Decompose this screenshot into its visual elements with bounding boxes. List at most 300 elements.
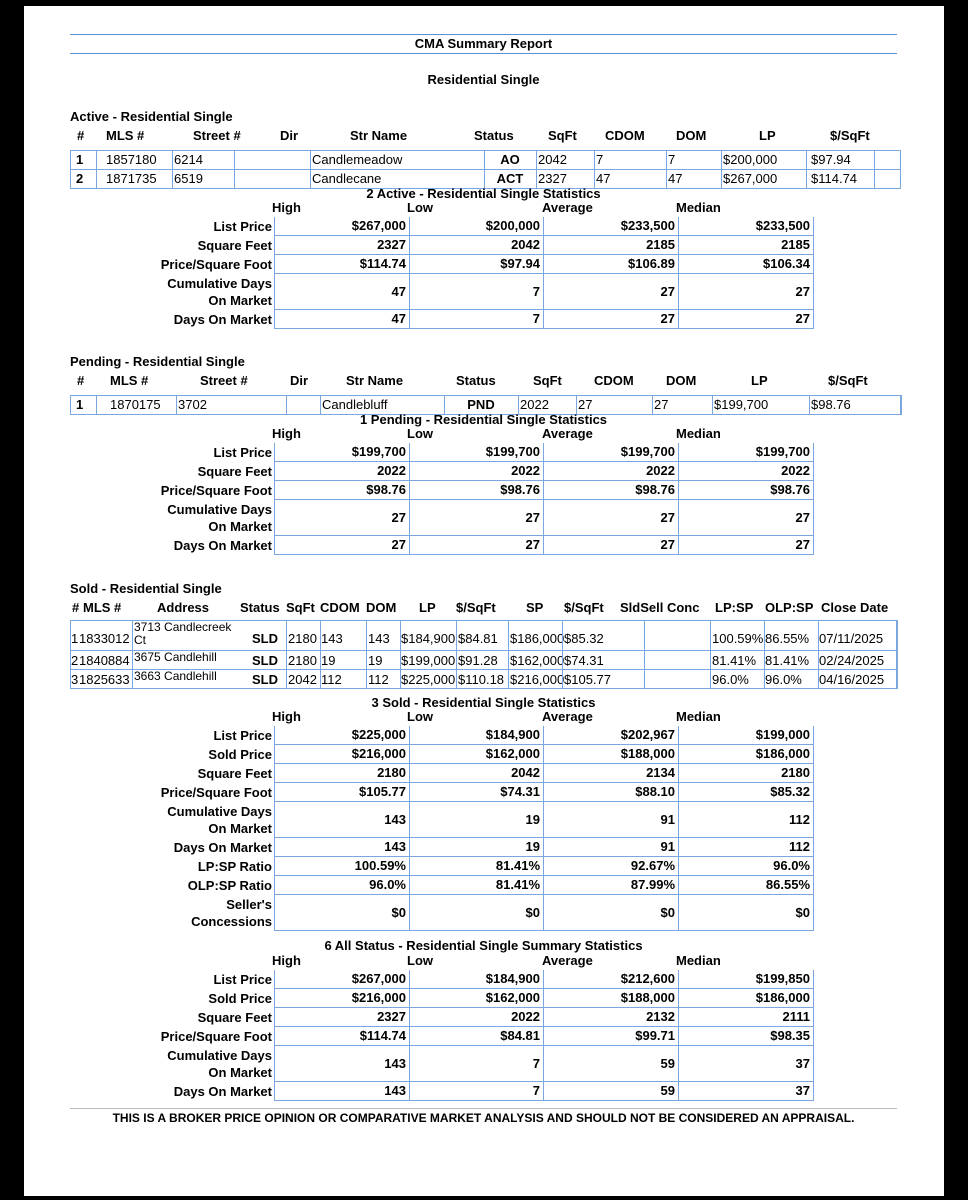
stat-value: $97.94 bbox=[410, 255, 544, 274]
col-mls-header: MLS # bbox=[110, 373, 149, 388]
table-cell-olpsp: 81.41% bbox=[765, 653, 810, 668]
stat-value: 92.67% bbox=[544, 857, 679, 876]
column-divider bbox=[764, 620, 765, 651]
table-cell-cdom: 19 bbox=[321, 653, 336, 668]
stat-value: $184,900 bbox=[410, 970, 544, 989]
stat-value: $114.74 bbox=[274, 1027, 410, 1046]
stat-value: 2180 bbox=[679, 764, 814, 783]
table-cell-ppsf: $97.94 bbox=[811, 152, 851, 167]
stat-value: $106.89 bbox=[544, 255, 679, 274]
stat-label: Seller's Concessions bbox=[191, 897, 272, 929]
column-divider bbox=[562, 620, 563, 651]
stat-value: $200,000 bbox=[410, 217, 544, 236]
stat-value: $202,967 bbox=[544, 726, 679, 745]
column-divider bbox=[172, 150, 173, 170]
table-cell-lp: $267,000 bbox=[723, 171, 778, 186]
stat-header-average: Average bbox=[542, 200, 593, 215]
column-divider bbox=[562, 650, 563, 670]
column-divider bbox=[806, 150, 807, 170]
stat-header-median: Median bbox=[676, 709, 721, 724]
column-divider bbox=[366, 650, 367, 670]
stat-value: $0 bbox=[679, 895, 814, 931]
table-cell-street: 3702 bbox=[178, 397, 207, 412]
sold-stats-title: 3 Sold - Residential Single Statistics bbox=[371, 695, 596, 710]
column-divider bbox=[874, 150, 875, 170]
column-divider bbox=[366, 620, 367, 651]
stat-value: 143 bbox=[274, 802, 410, 838]
stat-label: Sold Price bbox=[208, 747, 272, 762]
column-divider bbox=[400, 650, 401, 670]
column-divider bbox=[897, 669, 898, 689]
column-divider bbox=[132, 620, 133, 651]
col-status-header: Status bbox=[456, 373, 496, 388]
column-divider bbox=[818, 620, 819, 651]
stat-value: $212,600 bbox=[544, 970, 679, 989]
footer-rule bbox=[70, 1108, 897, 1109]
table-cell-mls: 1825633 bbox=[79, 672, 130, 687]
col-lp-header: LP bbox=[419, 600, 436, 615]
table-cell-num: 2 bbox=[71, 653, 79, 668]
stat-label: Price/Square Foot bbox=[160, 257, 272, 272]
stat-value: 143 bbox=[274, 1082, 410, 1101]
stat-value: $98.35 bbox=[679, 1027, 814, 1046]
col-sqft-header: SqFt bbox=[533, 373, 562, 388]
stat-value: 7 bbox=[410, 274, 544, 310]
table-cell-sqft: 2327 bbox=[538, 171, 567, 186]
table-cell-sp_ppsf: $85.32 bbox=[564, 631, 604, 646]
col-dom-header: DOM bbox=[676, 128, 707, 143]
stat-value: 143 bbox=[274, 838, 410, 857]
stat-value: 2327 bbox=[274, 236, 410, 255]
col-sqft-header: SqFt bbox=[548, 128, 577, 143]
stat-header-median: Median bbox=[676, 426, 721, 441]
table-cell-cdom: 112 bbox=[321, 672, 342, 687]
column-divider bbox=[710, 669, 711, 689]
stat-value: $99.71 bbox=[544, 1027, 679, 1046]
table-cell-street: 6519 bbox=[174, 171, 203, 186]
stat-header-low: Low bbox=[407, 426, 433, 441]
column-divider bbox=[484, 150, 485, 170]
stat-label: Square Feet bbox=[197, 766, 272, 781]
table-cell-lp_ppsf: $110.18 bbox=[458, 672, 505, 687]
column-divider bbox=[764, 650, 765, 670]
col-street-header: Street # bbox=[193, 128, 241, 143]
stat-label: Square Feet bbox=[197, 1010, 272, 1025]
stat-header-median: Median bbox=[676, 953, 721, 968]
col-street-header: Street # bbox=[200, 373, 248, 388]
stat-value: 27 bbox=[544, 310, 679, 329]
stat-value: 2185 bbox=[544, 236, 679, 255]
table-cell-status: AO bbox=[500, 152, 520, 167]
table-cell-sp: $162,000 bbox=[510, 653, 565, 668]
table-cell-close: 04/16/2025 bbox=[819, 672, 885, 687]
stat-value: $216,000 bbox=[274, 989, 410, 1008]
table-cell-sp_ppsf: $74.31 bbox=[564, 653, 604, 668]
stat-value: 27 bbox=[544, 536, 679, 555]
table-cell-lp_ppsf: $84.81 bbox=[458, 631, 498, 646]
column-divider bbox=[366, 669, 367, 689]
stat-value: 2022 bbox=[544, 462, 679, 481]
stat-value: 91 bbox=[544, 838, 679, 857]
stat-value: $225,000 bbox=[274, 726, 410, 745]
sold-section-title: Sold - Residential Single bbox=[70, 581, 222, 596]
col-dir-header: Dir bbox=[290, 373, 309, 388]
active-section-title: Active - Residential Single bbox=[70, 109, 233, 124]
stat-value: 19 bbox=[410, 838, 544, 857]
table-cell-mls: 1870175 bbox=[110, 397, 161, 412]
stat-value: $98.76 bbox=[274, 481, 410, 500]
col-mls-header: MLS # bbox=[106, 128, 145, 143]
stat-value: 91 bbox=[544, 802, 679, 838]
col-sqft-header: SqFt bbox=[286, 600, 315, 615]
stat-label: Cumulative Days On Market bbox=[167, 276, 272, 308]
column-divider bbox=[562, 669, 563, 689]
col-ppsf-header: $/SqFt bbox=[830, 128, 870, 143]
col-olpsp-header: OLP:SP bbox=[765, 600, 814, 615]
column-divider bbox=[536, 150, 537, 170]
stat-label: Cumulative Days On Market bbox=[167, 804, 272, 836]
col-ppsf-header: $/SqFt bbox=[828, 373, 868, 388]
stat-value: 96.0% bbox=[679, 857, 814, 876]
table-cell-dom: 112 bbox=[368, 672, 389, 687]
stat-label: Days On Market bbox=[173, 312, 272, 327]
stat-value: 2134 bbox=[544, 764, 679, 783]
stat-label: List Price bbox=[213, 445, 272, 460]
stat-value: 2132 bbox=[544, 1008, 679, 1027]
column-divider bbox=[644, 620, 645, 651]
table-cell-lp: $199,700 bbox=[714, 397, 769, 412]
stat-value: 27 bbox=[679, 310, 814, 329]
table-cell-cdom: 7 bbox=[596, 152, 604, 167]
stat-value: 47 bbox=[274, 310, 410, 329]
stat-value: 47 bbox=[274, 274, 410, 310]
stat-value: $162,000 bbox=[410, 989, 544, 1008]
col-sp-ppsf-header: $/SqFt bbox=[564, 600, 604, 615]
stat-header-median: Median bbox=[676, 200, 721, 215]
table-cell-dom: 143 bbox=[368, 631, 390, 646]
stat-label: OLP:SP Ratio bbox=[187, 878, 272, 893]
column-divider bbox=[644, 650, 645, 670]
stat-value: $188,000 bbox=[544, 745, 679, 764]
col-cdom-header: CDOM bbox=[594, 373, 634, 388]
stat-value: $98.76 bbox=[544, 481, 679, 500]
stat-label: LP:SP Ratio bbox=[197, 859, 272, 874]
col-sp-header: SP bbox=[526, 600, 544, 615]
stat-header-high: High bbox=[272, 709, 301, 724]
stat-value: 2022 bbox=[679, 462, 814, 481]
column-divider bbox=[456, 650, 457, 670]
stat-label: Days On Market bbox=[173, 1084, 272, 1099]
table-cell-num: 1 bbox=[71, 631, 79, 646]
stat-value: 81.41% bbox=[410, 857, 544, 876]
column-divider bbox=[400, 669, 401, 689]
stat-value: 112 bbox=[679, 802, 814, 838]
stat-value: 2185 bbox=[679, 236, 814, 255]
column-divider bbox=[644, 669, 645, 689]
column-divider bbox=[721, 150, 722, 170]
table-cell-dom: 7 bbox=[668, 152, 676, 167]
stat-value: 87.99% bbox=[544, 876, 679, 895]
column-divider bbox=[320, 669, 321, 689]
stat-value: 59 bbox=[544, 1046, 679, 1082]
stat-label: Square Feet bbox=[197, 464, 272, 479]
stat-header-low: Low bbox=[407, 953, 433, 968]
stat-value: 86.55% bbox=[679, 876, 814, 895]
table-cell-sqft: 2180 bbox=[288, 631, 317, 646]
stat-value: 2111 bbox=[679, 1008, 814, 1027]
stat-value: 2042 bbox=[410, 236, 544, 255]
stat-header-average: Average bbox=[542, 953, 593, 968]
report-page bbox=[24, 6, 944, 1196]
stat-value: $267,000 bbox=[274, 217, 410, 236]
stat-value: $199,700 bbox=[274, 443, 410, 462]
col-num-header: # bbox=[77, 373, 85, 388]
col-mls-header: MLS # bbox=[83, 600, 122, 615]
table-cell-sqft: 2022 bbox=[520, 397, 549, 412]
table-cell-lpsp: 100.59% bbox=[712, 631, 764, 646]
stat-header-high: High bbox=[272, 426, 301, 441]
table-cell-sqft: 2180 bbox=[288, 653, 317, 668]
stat-value: $199,850 bbox=[679, 970, 814, 989]
stat-label: List Price bbox=[213, 728, 272, 743]
column-divider bbox=[710, 650, 711, 670]
table-cell-lp: $200,000 bbox=[723, 152, 778, 167]
table-cell-num: 1 bbox=[76, 397, 84, 412]
column-divider bbox=[456, 620, 457, 651]
header-rule-top bbox=[70, 34, 897, 35]
stat-value: $184,900 bbox=[410, 726, 544, 745]
stat-value: $162,000 bbox=[410, 745, 544, 764]
stat-value: 2327 bbox=[274, 1008, 410, 1027]
stat-label: Days On Market bbox=[173, 840, 272, 855]
table-cell-lp: $184,900 bbox=[401, 631, 456, 646]
stat-label: Cumulative Days On Market bbox=[167, 1048, 272, 1080]
stat-value: 2022 bbox=[410, 462, 544, 481]
table-cell-sqft: 2042 bbox=[538, 152, 567, 167]
col-lpsp-header: LP:SP bbox=[715, 600, 754, 615]
table-cell-cdom: 27 bbox=[578, 397, 593, 412]
stat-value: 7 bbox=[410, 1082, 544, 1101]
table-cell-close: 07/11/2025 bbox=[819, 631, 884, 646]
stat-value: 27 bbox=[679, 274, 814, 310]
stat-value: 96.0% bbox=[274, 876, 410, 895]
stat-label: Price/Square Foot bbox=[160, 1029, 272, 1044]
table-cell-lp: $225,000 bbox=[401, 672, 456, 687]
pending-section-title: Pending - Residential Single bbox=[70, 354, 245, 369]
column-divider bbox=[234, 150, 235, 170]
column-divider bbox=[897, 650, 898, 670]
table-cell-status: SLD bbox=[252, 653, 278, 668]
table-cell-olpsp: 96.0% bbox=[765, 672, 802, 687]
column-divider bbox=[132, 669, 133, 689]
table-cell-num: 2 bbox=[76, 171, 84, 186]
stat-value: $233,500 bbox=[544, 217, 679, 236]
stat-value: $199,700 bbox=[544, 443, 679, 462]
column-divider bbox=[901, 395, 902, 415]
stat-value: 27 bbox=[410, 536, 544, 555]
stat-value: 100.59% bbox=[274, 857, 410, 876]
table-cell-status: SLD bbox=[252, 631, 278, 646]
table-cell-status: PND bbox=[467, 397, 495, 412]
stat-value: $233,500 bbox=[679, 217, 814, 236]
table-cell-mls: 1833012 bbox=[79, 631, 130, 646]
table-cell-lp: $199,000 bbox=[401, 653, 456, 668]
stat-value: 27 bbox=[410, 500, 544, 536]
stat-label: List Price bbox=[213, 972, 272, 987]
stat-value: $186,000 bbox=[679, 745, 814, 764]
stat-value: $85.32 bbox=[679, 783, 814, 802]
pending-stats-title: 1 Pending - Residential Single Statistics bbox=[359, 412, 608, 427]
stat-value: 112 bbox=[679, 838, 814, 857]
table-cell-sp: $216,000 bbox=[510, 672, 565, 687]
stat-value: $88.10 bbox=[544, 783, 679, 802]
column-divider bbox=[132, 650, 133, 670]
disclaimer: THIS IS A BROKER PRICE OPINION OR COMPARATIVE MARKET ANALYSIS AND SHOULD NOT BE CONSIDERED AN APPRAISAL. bbox=[112, 1111, 855, 1125]
table-cell-ppsf: $114.74 bbox=[811, 171, 858, 186]
stat-value: 7 bbox=[410, 310, 544, 329]
table-cell-num: 1 bbox=[76, 152, 84, 167]
col-num-header: # bbox=[72, 600, 80, 615]
col-cdom-header: CDOM bbox=[320, 600, 360, 615]
stat-value: $74.31 bbox=[410, 783, 544, 802]
table-cell-lp_ppsf: $91.28 bbox=[458, 653, 498, 668]
stat-value: $199,700 bbox=[410, 443, 544, 462]
stat-label: Square Feet bbox=[197, 238, 272, 253]
table-cell-sp_ppsf: $105.77 bbox=[564, 672, 611, 687]
column-divider bbox=[666, 150, 667, 170]
col-lp-header: LP bbox=[751, 373, 768, 388]
stat-value: $0 bbox=[274, 895, 410, 931]
table-cell-address: 3713 Candlecreek Ct bbox=[134, 620, 232, 647]
column-divider bbox=[508, 650, 509, 670]
col-lp-ppsf-header: $/SqFt bbox=[456, 600, 496, 615]
stat-value: 27 bbox=[679, 536, 814, 555]
stat-value: $199,700 bbox=[679, 443, 814, 462]
stat-header-high: High bbox=[272, 200, 301, 215]
stat-label: Price/Square Foot bbox=[160, 785, 272, 800]
table-cell-status: SLD bbox=[252, 672, 278, 687]
column-divider bbox=[818, 650, 819, 670]
stat-header-average: Average bbox=[542, 426, 593, 441]
table-cell-ppsf: $98.76 bbox=[811, 397, 851, 412]
stat-label: Price/Square Foot bbox=[160, 483, 272, 498]
table-cell-num: 3 bbox=[71, 672, 79, 687]
table-cell-mls: 1857180 bbox=[106, 152, 157, 167]
table-cell-lpsp: 96.0% bbox=[712, 672, 749, 687]
stat-label: Sold Price bbox=[208, 991, 272, 1006]
table-cell-mls: 1840884 bbox=[79, 653, 130, 668]
stat-value: 27 bbox=[274, 536, 410, 555]
stat-header-low: Low bbox=[407, 709, 433, 724]
column-divider bbox=[310, 150, 311, 170]
col-dom-header: DOM bbox=[366, 600, 397, 615]
stat-label: Cumulative Days On Market bbox=[167, 502, 272, 534]
table-cell-str_name: Candlebluff bbox=[322, 397, 388, 412]
table-cell-address: 3675 Candlehill bbox=[134, 650, 217, 664]
col-conc-header: SldSell Conc bbox=[620, 600, 700, 615]
stat-header-low: Low bbox=[407, 200, 433, 215]
table-cell-dom: 27 bbox=[654, 397, 669, 412]
stat-value: 2042 bbox=[410, 764, 544, 783]
col-dom-header: DOM bbox=[666, 373, 697, 388]
col-status-header: Status bbox=[474, 128, 514, 143]
col-lp-header: LP bbox=[759, 128, 776, 143]
column-divider bbox=[320, 650, 321, 670]
report-title: CMA Summary Report bbox=[414, 36, 553, 51]
stat-value: $0 bbox=[410, 895, 544, 931]
stat-value: $267,000 bbox=[274, 970, 410, 989]
stat-value: $98.76 bbox=[410, 481, 544, 500]
stat-label: List Price bbox=[213, 219, 272, 234]
table-cell-mls: 1871735 bbox=[106, 171, 157, 186]
stat-value: 27 bbox=[544, 500, 679, 536]
col-strname-header: Str Name bbox=[346, 373, 404, 388]
table-cell-status: ACT bbox=[496, 171, 524, 186]
active-stats-title: 2 Active - Residential Single Statistics bbox=[366, 186, 601, 201]
table-cell-str_name: Candlecane bbox=[312, 171, 382, 186]
column-divider bbox=[764, 669, 765, 689]
stat-value: 2180 bbox=[274, 764, 410, 783]
column-divider bbox=[286, 669, 287, 689]
stat-value: 27 bbox=[274, 500, 410, 536]
stat-value: $106.34 bbox=[679, 255, 814, 274]
stat-header-high: High bbox=[272, 953, 301, 968]
stat-value: $84.81 bbox=[410, 1027, 544, 1046]
stat-value: 37 bbox=[679, 1046, 814, 1082]
table-cell-close: 02/24/2025 bbox=[819, 653, 885, 668]
col-dir-header: Dir bbox=[280, 128, 299, 143]
header-rule-bottom bbox=[70, 53, 897, 54]
column-divider bbox=[594, 150, 595, 170]
report-subtitle: Residential Single bbox=[427, 72, 540, 87]
stat-label: Days On Market bbox=[173, 538, 272, 553]
table-cell-cdom: 143 bbox=[321, 631, 343, 646]
col-status-header: Status bbox=[240, 600, 280, 615]
table-cell-sp: $186,000 bbox=[510, 631, 565, 646]
column-divider bbox=[286, 650, 287, 670]
stat-value: 2022 bbox=[274, 462, 410, 481]
stat-value: $216,000 bbox=[274, 745, 410, 764]
col-cdom-header: CDOM bbox=[605, 128, 645, 143]
table-cell-dom: 47 bbox=[668, 171, 683, 186]
column-divider bbox=[400, 620, 401, 651]
stat-value: $0 bbox=[544, 895, 679, 931]
stat-value: 27 bbox=[679, 500, 814, 536]
table-cell-str_name: Candlemeadow bbox=[312, 152, 403, 167]
column-divider bbox=[508, 669, 509, 689]
column-divider bbox=[286, 620, 287, 651]
table-cell-address: 3663 Candlehill bbox=[134, 669, 217, 683]
stat-value: $186,000 bbox=[679, 989, 814, 1008]
stat-value: 19 bbox=[410, 802, 544, 838]
table-cell-olpsp: 86.55% bbox=[765, 631, 810, 646]
all-status-stats-title: 6 All Status - Residential Single Summary Statistics bbox=[324, 938, 643, 953]
stat-value: 7 bbox=[410, 1046, 544, 1082]
table-cell-cdom: 47 bbox=[596, 171, 611, 186]
stat-value: $105.77 bbox=[274, 783, 410, 802]
stat-value: 81.41% bbox=[410, 876, 544, 895]
col-address-header: Address bbox=[157, 600, 210, 615]
stat-value: 27 bbox=[544, 274, 679, 310]
stat-value: $98.76 bbox=[679, 481, 814, 500]
column-divider bbox=[96, 150, 97, 170]
column-divider bbox=[456, 669, 457, 689]
stat-value: $188,000 bbox=[544, 989, 679, 1008]
column-divider bbox=[818, 669, 819, 689]
stat-value: 59 bbox=[544, 1082, 679, 1101]
column-divider bbox=[897, 620, 898, 651]
table-cell-sqft: 2042 bbox=[288, 672, 317, 687]
